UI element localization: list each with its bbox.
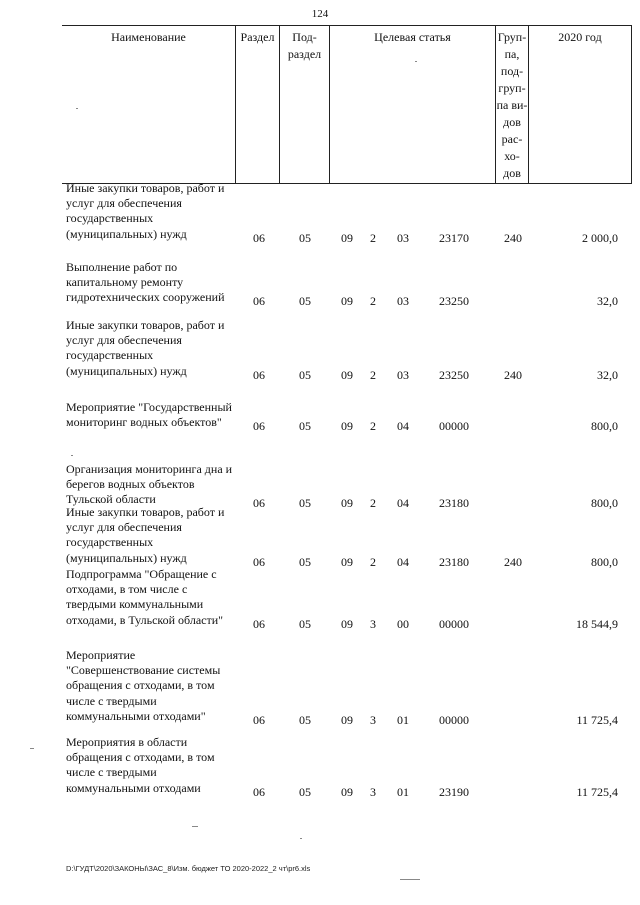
row-amount: 32,0	[597, 294, 618, 309]
row-section: 06	[253, 419, 265, 434]
row-t2: 2	[370, 496, 376, 511]
row-section: 06	[253, 784, 265, 799]
row-t1: 09	[341, 554, 353, 569]
row-group: 240	[504, 367, 522, 382]
row-t3: 04	[397, 419, 409, 434]
row-t2: 2	[370, 294, 376, 309]
row-t4: 23250	[439, 294, 469, 309]
row-section: 06	[253, 616, 265, 631]
row-t2: 2	[370, 419, 376, 434]
row-group: 240	[504, 230, 522, 245]
page-number: 124	[311, 8, 329, 20]
scan-speck	[30, 748, 34, 749]
row-name: Организация мониторинга дна и берегов водных объектов Тульской области	[66, 462, 233, 507]
row-name: Иные закупки товаров, работ и услуг для обеспечения государственных (муниципальных) нужд	[66, 318, 225, 378]
row-section: 06	[253, 294, 265, 309]
row-t1: 09	[341, 616, 353, 631]
row-t2: 3	[370, 784, 376, 799]
row-amount: 32,0	[597, 367, 618, 382]
row-t4: 23250	[439, 367, 469, 382]
row-amount: 800,0	[591, 496, 618, 511]
row-t3: 04	[397, 554, 409, 569]
row-amount: 11 725,4	[576, 712, 618, 727]
row-t4: 23180	[439, 554, 469, 569]
row-name: Мероприятие "Совершенствование системы обращения с отходами, в том числе с твердыми коммунальными отходами"	[66, 648, 221, 723]
row-subsection: 05	[299, 784, 311, 799]
row-t1: 09	[341, 419, 353, 434]
row-t4: 00000	[439, 616, 469, 631]
row-t2: 2	[370, 554, 376, 569]
row-t3: 01	[397, 784, 409, 799]
row-t1: 09	[341, 496, 353, 511]
row-name: Иные закупки товаров, работ и услуг для обеспечения государственных (муниципальных) нужд	[66, 505, 225, 565]
row-t1: 09	[341, 712, 353, 727]
row-amount: 11 725,4	[576, 784, 618, 799]
row-subsection: 05	[299, 616, 311, 631]
row-t4: 23180	[439, 496, 469, 511]
row-t4: 23170	[439, 230, 469, 245]
row-name: Мероприятие "Государственный мониторинг водных объектов"	[66, 400, 232, 430]
row-t3: 00	[397, 616, 409, 631]
scan-speck	[192, 826, 198, 827]
row-t3: 04	[397, 496, 409, 511]
row-subsection: 05	[299, 554, 311, 569]
row-section: 06	[253, 367, 265, 382]
row-subsection: 05	[299, 294, 311, 309]
row-section: 06	[253, 554, 265, 569]
row-t4: 00000	[439, 712, 469, 727]
row-subsection: 05	[299, 367, 311, 382]
row-amount: 800,0	[591, 419, 618, 434]
scan-speck	[71, 455, 73, 456]
row-t4: 00000	[439, 419, 469, 434]
scan-speck	[300, 838, 302, 839]
scan-speck	[415, 61, 417, 62]
row-subsection: 05	[299, 230, 311, 245]
header-subsection: Под- раздел	[279, 26, 329, 183]
header-section: Раздел	[235, 26, 279, 183]
header-year: 2020 год	[528, 26, 632, 183]
row-group: 240	[504, 554, 522, 569]
row-name: Иные закупки товаров, работ и услуг для обеспечения государственных (муниципальных) нужд	[66, 181, 225, 241]
row-section: 06	[253, 712, 265, 727]
scan-speck	[76, 108, 78, 109]
row-t3: 03	[397, 294, 409, 309]
row-t3: 01	[397, 712, 409, 727]
row-subsection: 05	[299, 496, 311, 511]
row-t2: 3	[370, 712, 376, 727]
row-t3: 03	[397, 230, 409, 245]
row-t3: 03	[397, 367, 409, 382]
row-t4: 23190	[439, 784, 469, 799]
row-t1: 09	[341, 230, 353, 245]
row-amount: 800,0	[591, 554, 618, 569]
row-name: Выполнение работ по капитальному ремонту гидротехнических сооружений	[66, 260, 225, 305]
row-t2: 2	[370, 230, 376, 245]
row-t2: 3	[370, 616, 376, 631]
header-name: Наименование	[111, 30, 186, 44]
row-amount: 18 544,9	[576, 616, 618, 631]
row-section: 06	[253, 230, 265, 245]
row-section: 06	[253, 496, 265, 511]
row-amount: 2 000,0	[582, 230, 618, 245]
row-name: Мероприятия в области обращения с отходами, в том числе с твердыми коммунальными отходами	[66, 735, 215, 795]
header-target: Целевая статья	[329, 26, 495, 183]
row-t1: 09	[341, 294, 353, 309]
header-group: Груп- па, под- груп- па ви- дов рас- хо- дов	[495, 26, 528, 183]
row-t1: 09	[341, 367, 353, 382]
row-t1: 09	[341, 784, 353, 799]
scan-speck	[400, 879, 420, 880]
row-subsection: 05	[299, 419, 311, 434]
row-name: Подпрограмма "Обращение с отходами, в том числе с твердыми коммунальными отходами, в Тульской области"	[66, 567, 224, 627]
table-header	[62, 25, 632, 184]
footer-file-path: D:\ГУДТ\2020\ЗАКОНЫ\ЗАС_8\Изм. бюджет ТО 2020-2022_2 чт\pr6.xls	[66, 864, 311, 873]
row-subsection: 05	[299, 712, 311, 727]
row-t2: 2	[370, 367, 376, 382]
